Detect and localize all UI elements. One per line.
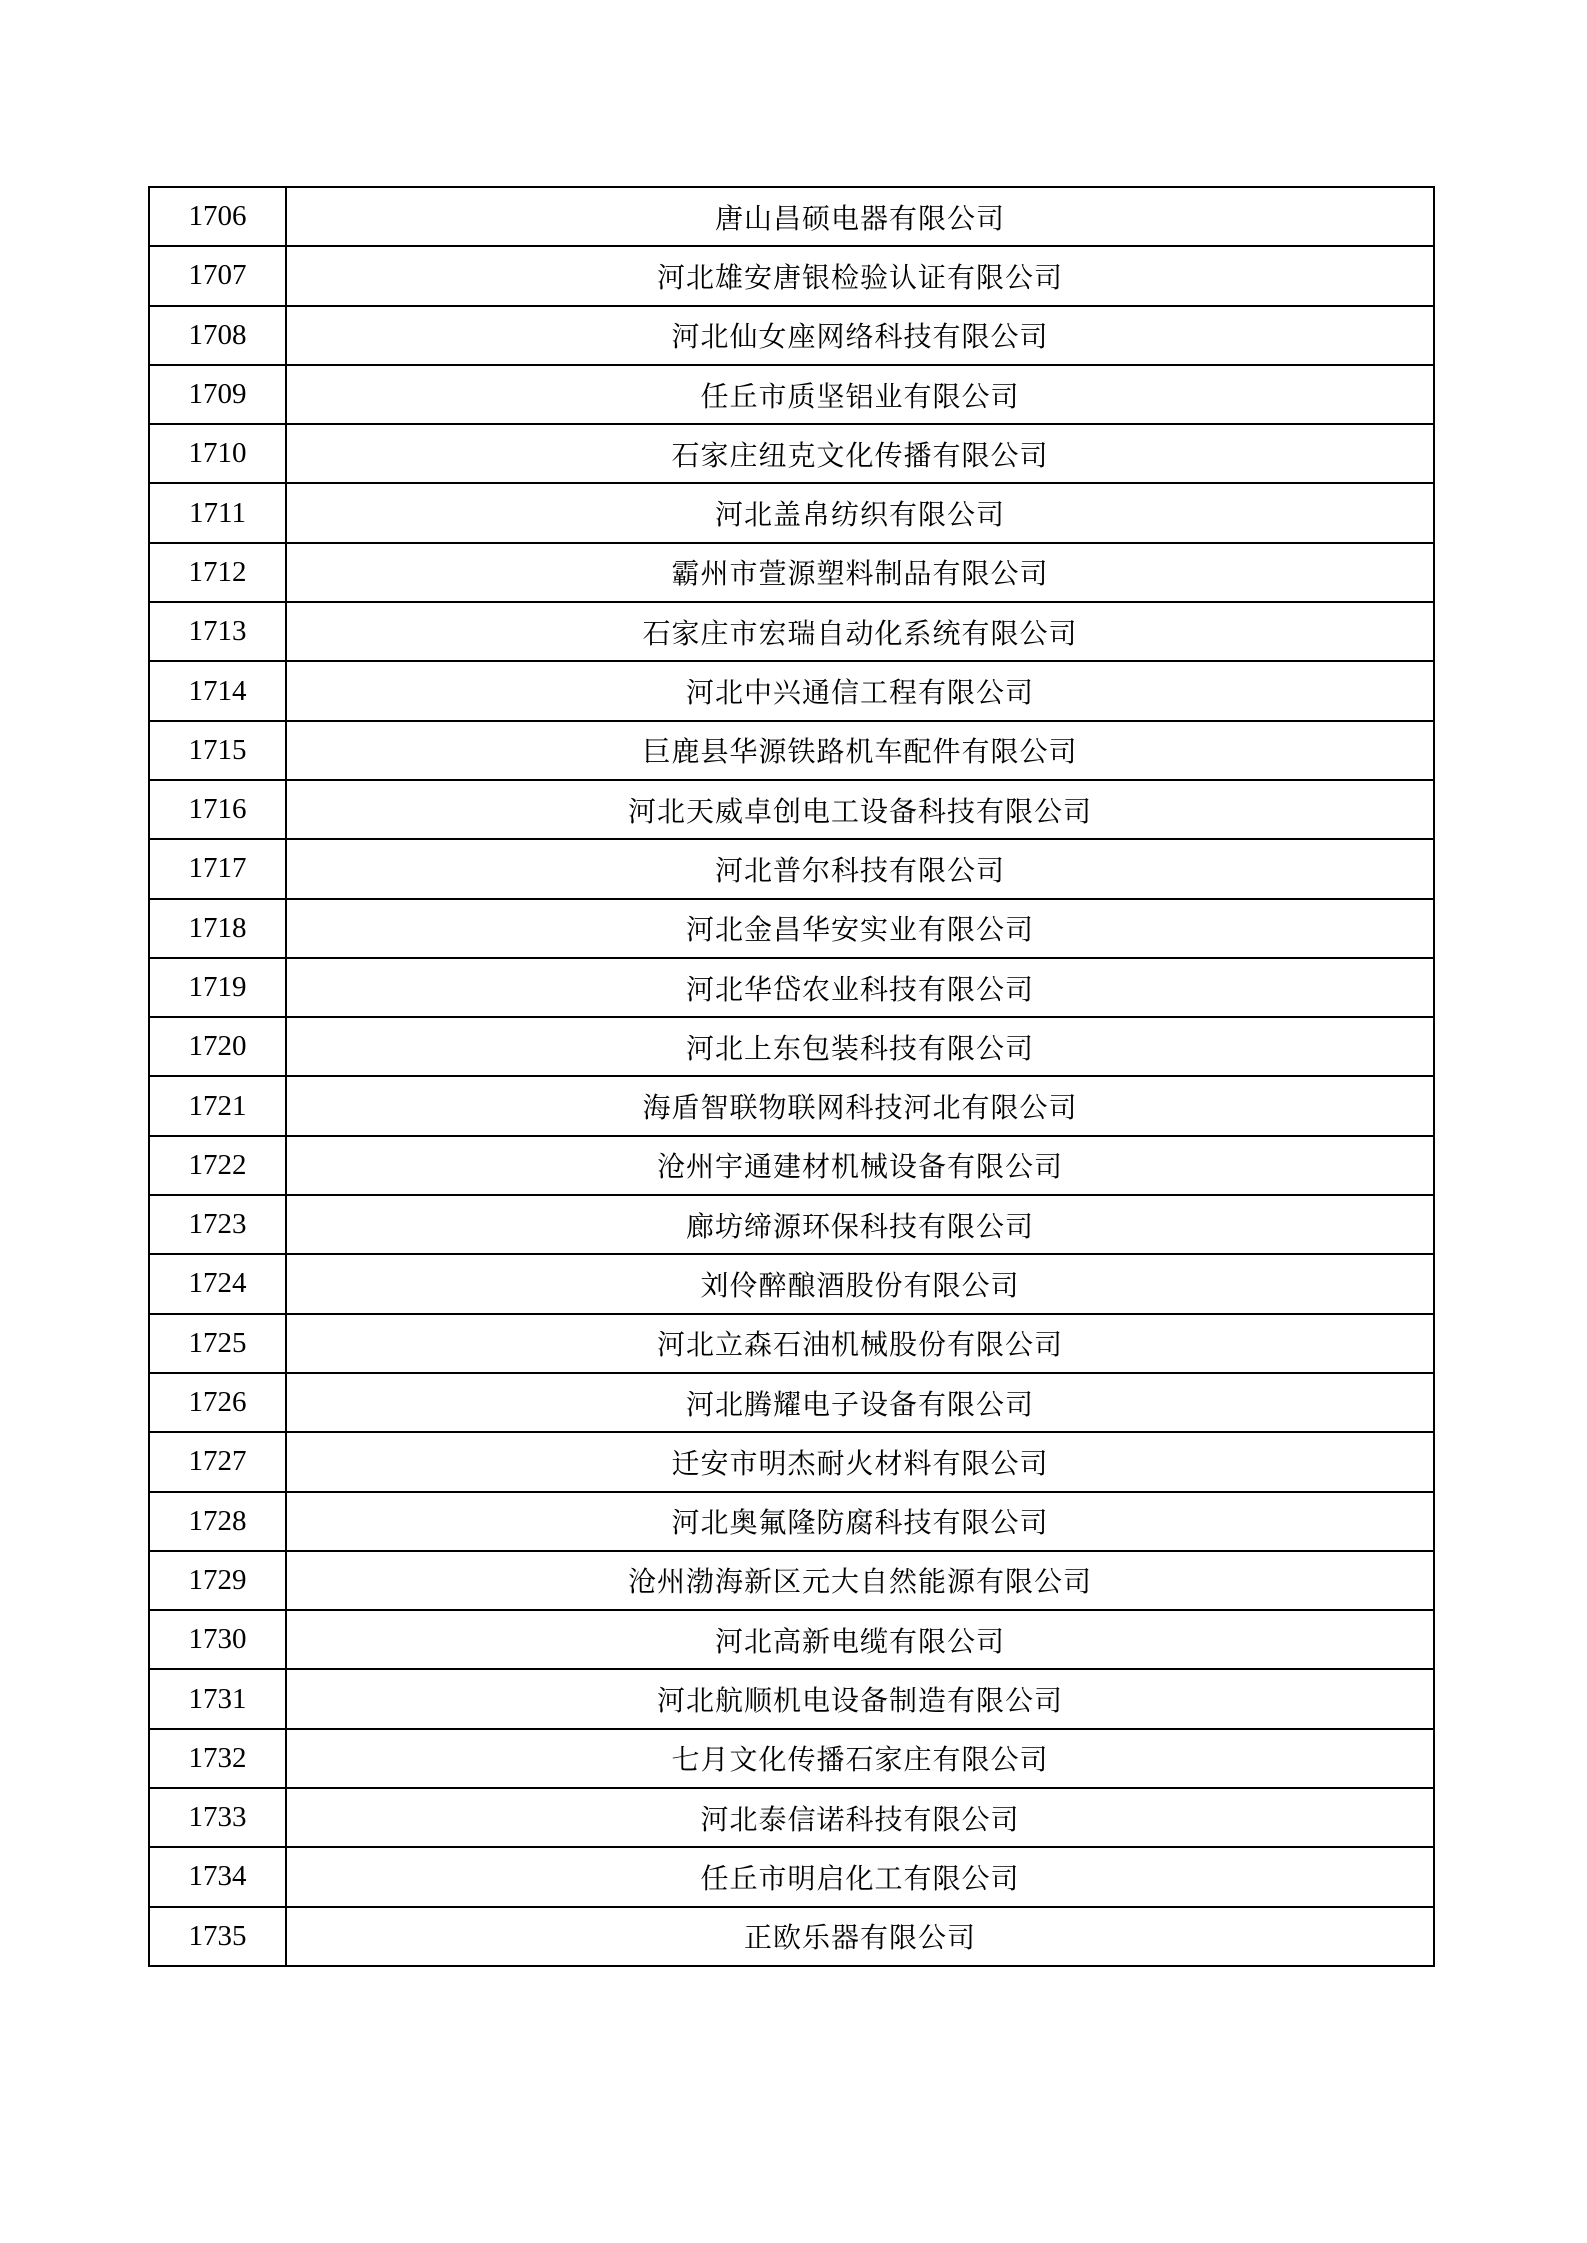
row-number: 1727 bbox=[149, 1432, 286, 1491]
company-name: 任丘市明启化工有限公司 bbox=[286, 1847, 1434, 1906]
table-row bbox=[149, 424, 1434, 483]
row-number: 1715 bbox=[149, 721, 286, 780]
company-name: 河北腾耀电子设备有限公司 bbox=[286, 1373, 1434, 1432]
table-row bbox=[149, 483, 1434, 542]
row-number: 1710 bbox=[149, 424, 286, 483]
company-name: 河北奥氟隆防腐科技有限公司 bbox=[286, 1492, 1434, 1551]
company-name: 河北泰信诺科技有限公司 bbox=[286, 1788, 1434, 1847]
company-name: 河北金昌华安实业有限公司 bbox=[286, 899, 1434, 958]
company-name: 廊坊缔源环保科技有限公司 bbox=[286, 1195, 1434, 1254]
table-row bbox=[149, 365, 1434, 424]
table-row bbox=[149, 543, 1434, 602]
row-number: 1724 bbox=[149, 1254, 286, 1313]
table-row bbox=[149, 899, 1434, 958]
company-name: 七月文化传播石家庄有限公司 bbox=[286, 1729, 1434, 1788]
table-row bbox=[149, 1551, 1434, 1610]
table-row bbox=[149, 1729, 1434, 1788]
row-number: 1729 bbox=[149, 1551, 286, 1610]
company-name: 石家庄市宏瑞自动化系统有限公司 bbox=[286, 602, 1434, 661]
company-name: 任丘市质坚铝业有限公司 bbox=[286, 365, 1434, 424]
table-row bbox=[149, 1907, 1434, 1966]
row-number: 1721 bbox=[149, 1076, 286, 1135]
row-number: 1733 bbox=[149, 1788, 286, 1847]
row-number: 1725 bbox=[149, 1314, 286, 1373]
row-number: 1734 bbox=[149, 1847, 286, 1906]
table-row bbox=[149, 1017, 1434, 1076]
table-row bbox=[149, 1195, 1434, 1254]
table-body bbox=[149, 187, 1434, 1966]
table-row bbox=[149, 1669, 1434, 1728]
row-number: 1728 bbox=[149, 1492, 286, 1551]
company-name: 河北上东包装科技有限公司 bbox=[286, 1017, 1434, 1076]
company-name: 河北中兴通信工程有限公司 bbox=[286, 661, 1434, 720]
table-row bbox=[149, 780, 1434, 839]
row-number: 1735 bbox=[149, 1907, 286, 1966]
row-number: 1718 bbox=[149, 899, 286, 958]
table-row bbox=[149, 958, 1434, 1017]
table-row bbox=[149, 1076, 1434, 1135]
table-row bbox=[149, 1492, 1434, 1551]
company-name: 正欧乐器有限公司 bbox=[286, 1907, 1434, 1966]
row-number: 1730 bbox=[149, 1610, 286, 1669]
company-name: 迁安市明杰耐火材料有限公司 bbox=[286, 1432, 1434, 1491]
row-number: 1709 bbox=[149, 365, 286, 424]
row-number: 1731 bbox=[149, 1669, 286, 1728]
row-number: 1712 bbox=[149, 543, 286, 602]
row-number: 1708 bbox=[149, 306, 286, 365]
row-number: 1726 bbox=[149, 1373, 286, 1432]
company-name: 河北盖帛纺织有限公司 bbox=[286, 483, 1434, 542]
company-name: 唐山昌硕电器有限公司 bbox=[286, 187, 1434, 246]
table-row bbox=[149, 1847, 1434, 1906]
row-number: 1706 bbox=[149, 187, 286, 246]
table-row bbox=[149, 1373, 1434, 1432]
table-row bbox=[149, 1432, 1434, 1491]
table-row bbox=[149, 602, 1434, 661]
table-row bbox=[149, 661, 1434, 720]
table-row bbox=[149, 187, 1434, 246]
table-row bbox=[149, 306, 1434, 365]
company-list-table bbox=[148, 186, 1435, 1967]
company-name: 河北华岱农业科技有限公司 bbox=[286, 958, 1434, 1017]
table-row bbox=[149, 1254, 1434, 1313]
company-name: 河北仙女座网络科技有限公司 bbox=[286, 306, 1434, 365]
company-name: 海盾智联物联网科技河北有限公司 bbox=[286, 1076, 1434, 1135]
table-row bbox=[149, 721, 1434, 780]
row-number: 1711 bbox=[149, 483, 286, 542]
table-row bbox=[149, 1788, 1434, 1847]
row-number: 1714 bbox=[149, 661, 286, 720]
company-name: 河北雄安唐银检验认证有限公司 bbox=[286, 246, 1434, 305]
table-row bbox=[149, 246, 1434, 305]
company-name: 沧州渤海新区元大自然能源有限公司 bbox=[286, 1551, 1434, 1610]
table-row bbox=[149, 1314, 1434, 1373]
company-name: 河北普尔科技有限公司 bbox=[286, 839, 1434, 898]
row-number: 1719 bbox=[149, 958, 286, 1017]
row-number: 1716 bbox=[149, 780, 286, 839]
company-name: 河北航顺机电设备制造有限公司 bbox=[286, 1669, 1434, 1728]
table-row bbox=[149, 1136, 1434, 1195]
row-number: 1732 bbox=[149, 1729, 286, 1788]
company-name: 河北立森石油机械股份有限公司 bbox=[286, 1314, 1434, 1373]
row-number: 1723 bbox=[149, 1195, 286, 1254]
company-name: 霸州市萱源塑料制品有限公司 bbox=[286, 543, 1434, 602]
company-name: 石家庄纽克文化传播有限公司 bbox=[286, 424, 1434, 483]
row-number: 1717 bbox=[149, 839, 286, 898]
row-number: 1707 bbox=[149, 246, 286, 305]
company-name: 巨鹿县华源铁路机车配件有限公司 bbox=[286, 721, 1434, 780]
table-row bbox=[149, 1610, 1434, 1669]
company-name: 刘伶醉酿酒股份有限公司 bbox=[286, 1254, 1434, 1313]
table-row bbox=[149, 839, 1434, 898]
company-name: 河北天威卓创电工设备科技有限公司 bbox=[286, 780, 1434, 839]
row-number: 1722 bbox=[149, 1136, 286, 1195]
company-name: 河北高新电缆有限公司 bbox=[286, 1610, 1434, 1669]
row-number: 1713 bbox=[149, 602, 286, 661]
row-number: 1720 bbox=[149, 1017, 286, 1076]
company-name: 沧州宇通建材机械设备有限公司 bbox=[286, 1136, 1434, 1195]
